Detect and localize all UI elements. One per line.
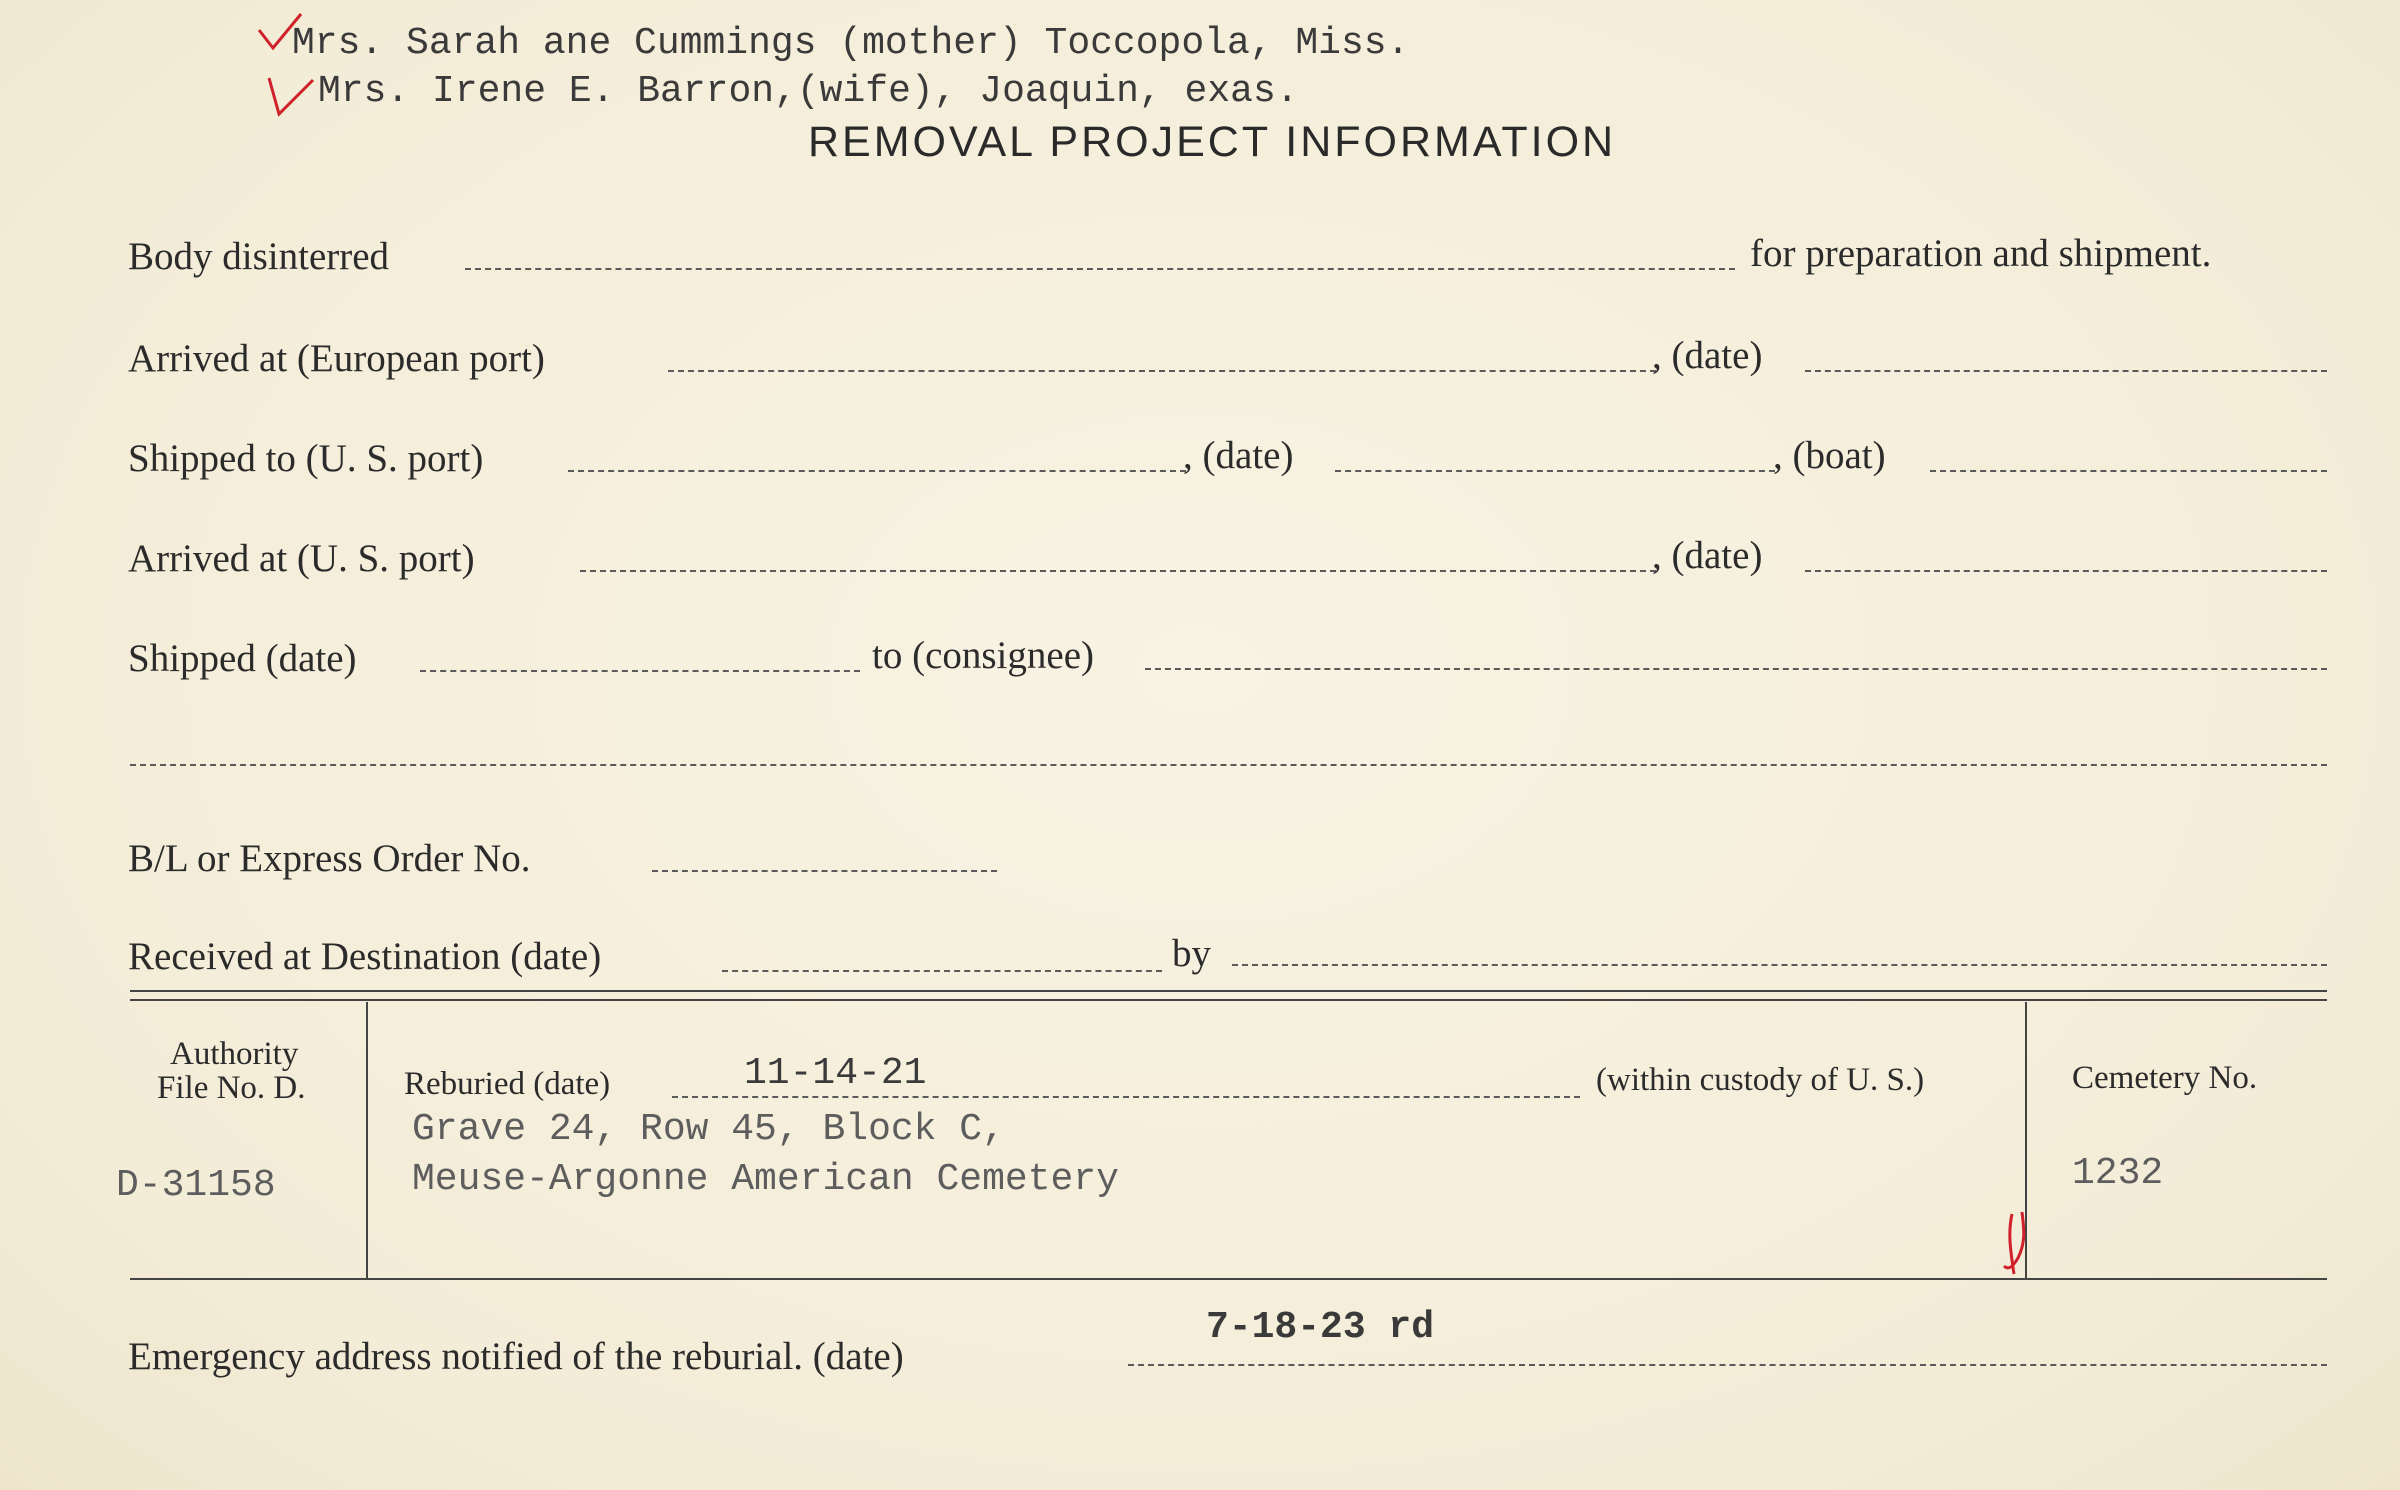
preparation-label: for preparation and shipment. bbox=[1750, 232, 2212, 275]
section-rule-top-2 bbox=[130, 999, 2327, 1001]
body-disinterred-label: Body disinterred bbox=[128, 235, 390, 278]
boat-line bbox=[1930, 470, 2327, 472]
ship-date-line bbox=[1335, 470, 1775, 472]
reburied-date-value: 11-14-21 bbox=[744, 1052, 927, 1095]
emergency-date-line bbox=[1128, 1364, 2327, 1366]
next-of-kin-line-2: Mrs. Irene E. Barron,(wife), Joaquin, exas. bbox=[318, 70, 1299, 113]
arrived-european-port-label: Arrived at (European port) bbox=[128, 337, 545, 380]
cemetery-no-label: Cemetery No. bbox=[2072, 1060, 2258, 1096]
emergency-date-value: 7-18-23 rd bbox=[1206, 1306, 1435, 1349]
date-label: , (date) bbox=[1183, 434, 1294, 477]
card-title: REMOVAL PROJECT INFORMATION bbox=[808, 118, 1617, 166]
cemetery-name: Meuse-Argonne American Cemetery bbox=[412, 1158, 1119, 1201]
arrived-us-line bbox=[580, 570, 1656, 572]
file-no-value: D-31158 bbox=[116, 1164, 276, 1207]
boat-label: , (boat) bbox=[1773, 434, 1886, 477]
received-by-label: by bbox=[1172, 932, 1211, 975]
body-disinterred-line bbox=[465, 268, 1735, 270]
arrived-us-port-label: Arrived at (U. S. port) bbox=[128, 537, 475, 580]
section-rule-top bbox=[130, 990, 2327, 992]
received-by-line bbox=[1232, 964, 2327, 966]
shipped-date-label: Shipped (date) bbox=[128, 637, 357, 680]
next-of-kin-line-1: Mrs. Sarah ane Cummings (mother) Toccopola, Miss. bbox=[292, 22, 1410, 65]
emergency-address-label: Emergency address notified of the reburial. (date) bbox=[128, 1335, 904, 1378]
file-no-label: File No. D. bbox=[157, 1070, 306, 1106]
bl-order-label: B/L or Express Order No. bbox=[128, 837, 531, 880]
consignee-continuation-line bbox=[130, 764, 2327, 766]
arrived-us-date-line bbox=[1805, 570, 2327, 572]
custody-label: (within custody of U. S.) bbox=[1596, 1062, 1925, 1098]
consignee-label: to (consignee) bbox=[872, 634, 1095, 677]
date-label: , (date) bbox=[1652, 534, 1763, 577]
reburied-date-line bbox=[672, 1096, 1580, 1098]
european-port-line bbox=[668, 370, 1656, 372]
date-label: , (date) bbox=[1652, 334, 1763, 377]
handwritten-mark-icon bbox=[2000, 1208, 2040, 1280]
bl-order-line bbox=[652, 870, 997, 872]
grave-location: Grave 24, Row 45, Block C, bbox=[412, 1108, 1005, 1151]
check-mark-icon bbox=[265, 72, 317, 120]
consignee-line bbox=[1145, 668, 2327, 670]
reburied-label: Reburied (date) bbox=[404, 1066, 611, 1102]
cemetery-no-value: 1232 bbox=[2072, 1152, 2164, 1195]
received-at-destination-label: Received at Destination (date) bbox=[128, 935, 602, 978]
section-divider-left bbox=[366, 1002, 368, 1280]
received-date-line bbox=[722, 970, 1162, 972]
section-rule-bottom bbox=[130, 1278, 2327, 1280]
shipped-date-line bbox=[420, 670, 860, 672]
european-date-line bbox=[1805, 370, 2327, 372]
shipped-to-us-port-label: Shipped to (U. S. port) bbox=[128, 437, 484, 480]
authority-label: Authority bbox=[170, 1036, 299, 1072]
us-port-line bbox=[568, 470, 1186, 472]
